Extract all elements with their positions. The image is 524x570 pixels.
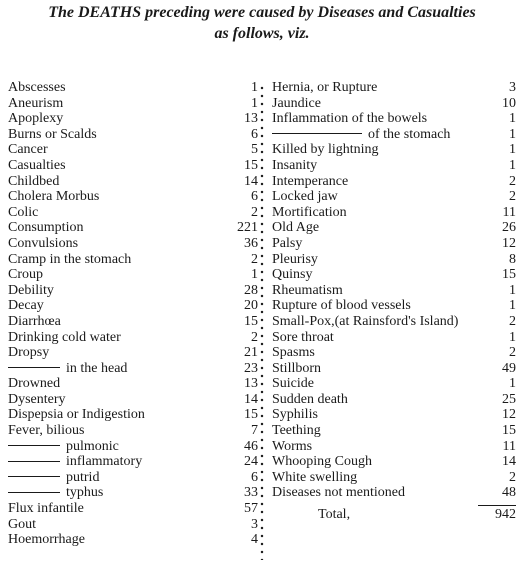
- disease-label: inflammatory: [66, 454, 143, 470]
- list-item: [8, 127, 258, 143]
- disease-label: Abscesses: [8, 80, 66, 95]
- disease-name: [272, 314, 458, 330]
- list-item: [272, 454, 516, 470]
- disease-label: Diseases not mentioned: [272, 485, 405, 501]
- disease-name: [8, 376, 60, 392]
- disease-name: [272, 485, 405, 501]
- disease-name: [272, 127, 450, 143]
- disease-label: Colic: [8, 204, 39, 220]
- disease-label: Whooping Cough: [272, 454, 372, 470]
- list-item: [272, 485, 516, 501]
- death-count: 6: [251, 469, 258, 485]
- list-item: [8, 142, 258, 158]
- death-count: 2: [509, 469, 516, 485]
- disease-label: Fever, bilious: [8, 423, 85, 439]
- disease-label: Cramp in the stomach: [8, 251, 132, 267]
- death-count: 15: [502, 423, 516, 439]
- list-item: [272, 174, 516, 190]
- disease-label: in the head: [66, 360, 128, 376]
- list-item: [272, 96, 516, 112]
- list-item: [272, 127, 516, 143]
- disease-name: [8, 454, 142, 470]
- disease-label: Childbed: [8, 173, 60, 189]
- list-item: [272, 252, 516, 268]
- disease-name: [272, 298, 411, 314]
- list-item: [8, 330, 258, 346]
- disease-name: [272, 96, 321, 112]
- disease-name: [272, 407, 318, 423]
- disease-label: Cancer: [8, 142, 48, 158]
- death-count: 49: [502, 360, 516, 376]
- disease-label: Palsy: [272, 235, 303, 251]
- death-count: 20: [244, 298, 258, 314]
- list-item: [8, 174, 258, 190]
- death-count: 6: [251, 126, 258, 142]
- disease-name: [272, 345, 315, 361]
- death-count: 1: [251, 80, 258, 95]
- disease-name: [272, 80, 377, 96]
- death-count: 11: [502, 204, 516, 220]
- disease-label: Jaundice: [272, 95, 321, 111]
- list-item: [8, 407, 258, 423]
- death-count: 221: [237, 220, 258, 236]
- disease-name: [8, 314, 61, 330]
- list-item: [272, 314, 516, 330]
- disease-label: Hoemorrhage: [8, 532, 85, 548]
- death-count: 21: [244, 345, 258, 361]
- disease-label: Stillborn: [272, 360, 322, 376]
- list-item: [8, 205, 258, 221]
- disease-label: Rupture of blood vessels: [272, 298, 411, 314]
- disease-label: Mortification: [272, 204, 347, 220]
- death-count: 11: [502, 438, 516, 454]
- disease-label: Insanity: [272, 157, 318, 173]
- list-item: [8, 283, 258, 299]
- disease-name: [8, 532, 85, 548]
- list-item: [8, 501, 258, 517]
- table-heading: [0, 2, 524, 44]
- disease-name: [272, 189, 338, 205]
- disease-name: [272, 205, 347, 221]
- disease-label: of the stomach: [368, 126, 451, 142]
- disease-label: pulmonic: [66, 438, 119, 454]
- disease-label: Aneurism: [8, 95, 64, 111]
- death-count: 2: [251, 251, 258, 267]
- death-count: 6: [251, 189, 258, 205]
- death-count: 12: [502, 407, 516, 423]
- death-count: 2: [251, 204, 258, 220]
- heading-line-2: as follows, viz.: [214, 25, 310, 42]
- list-item: [272, 158, 516, 174]
- death-count: 1: [509, 126, 516, 142]
- death-count: 1: [509, 157, 516, 173]
- list-item: [8, 189, 258, 205]
- death-count: 2: [251, 329, 258, 345]
- list-item: [272, 80, 516, 96]
- disease-name: [8, 423, 84, 439]
- disease-name: [272, 330, 334, 346]
- disease-label: Dispepsia or Indigestion: [8, 407, 145, 423]
- disease-label: Apoplexy: [8, 111, 64, 127]
- death-count: 1: [509, 142, 516, 158]
- list-item: [272, 407, 516, 423]
- total-value: 942: [495, 507, 516, 523]
- list-item: [8, 267, 258, 283]
- list-item: [8, 96, 258, 112]
- ditto-dash: [8, 492, 60, 493]
- list-item: [272, 439, 516, 455]
- disease-name: [272, 470, 357, 486]
- disease-label: Dysentery: [8, 391, 66, 407]
- list-item: [8, 485, 258, 501]
- disease-name: [272, 252, 318, 268]
- disease-name: [272, 158, 317, 174]
- disease-label: Spasms: [272, 345, 315, 361]
- disease-label: White swelling: [272, 469, 358, 485]
- list-item: [8, 236, 258, 252]
- disease-name: [8, 220, 83, 236]
- column-separator: [260, 84, 264, 560]
- disease-label: Croup: [8, 267, 43, 283]
- disease-label: Casualties: [8, 157, 66, 173]
- list-item: [8, 345, 258, 361]
- list-item: [8, 454, 258, 470]
- disease-name: [8, 407, 145, 423]
- disease-label: Drowned: [8, 376, 61, 392]
- disease-name: [272, 267, 312, 283]
- disease-name: [8, 439, 119, 455]
- disease-name: [8, 501, 84, 517]
- ditto-dash: [8, 461, 60, 462]
- disease-label: Suicide: [272, 376, 314, 392]
- list-item: [272, 361, 516, 377]
- list-item: [8, 111, 258, 127]
- disease-label: Dropsy: [8, 345, 50, 361]
- disease-name: [8, 80, 66, 96]
- death-count: 13: [244, 111, 258, 127]
- disease-label: Gout: [8, 516, 36, 532]
- list-item: [272, 111, 516, 127]
- list-item: [8, 376, 258, 392]
- list-item: [272, 267, 516, 283]
- death-count: 13: [244, 376, 258, 392]
- death-count: 23: [244, 360, 258, 376]
- disease-label: Consumption: [8, 220, 84, 236]
- disease-label: Quinsy: [272, 267, 313, 283]
- death-count: 46: [244, 438, 258, 454]
- list-item: [8, 470, 258, 486]
- disease-name: [8, 205, 38, 221]
- disease-label: Syphilis: [272, 407, 318, 423]
- death-count: 1: [509, 298, 516, 314]
- disease-name: [8, 485, 103, 501]
- disease-name: [8, 267, 43, 283]
- death-count: 14: [244, 173, 258, 189]
- list-item: [272, 220, 516, 236]
- list-item: [272, 376, 516, 392]
- death-count: 2: [509, 313, 516, 329]
- ditto-dash: [8, 476, 60, 477]
- disease-name: [8, 189, 99, 205]
- death-count: 5: [251, 142, 258, 158]
- death-count: 1: [251, 95, 258, 111]
- heading-line-1: The DEATHS preceding were caused by Diseases and Casualties: [48, 4, 476, 21]
- death-count: 36: [244, 235, 258, 251]
- death-count: 12: [502, 235, 516, 251]
- disease-name: [8, 283, 54, 299]
- death-count: 1: [251, 267, 258, 283]
- death-count: 1: [509, 111, 516, 127]
- death-count: 3: [251, 516, 258, 532]
- disease-name: [272, 220, 319, 236]
- list-item: [272, 423, 516, 439]
- disease-name: [8, 252, 131, 268]
- death-count: 48: [502, 485, 516, 501]
- disease-name: [272, 439, 312, 455]
- disease-name: [8, 392, 66, 408]
- death-count: 2: [509, 189, 516, 205]
- death-count: 15: [502, 267, 516, 283]
- disease-name: [272, 174, 348, 190]
- list-item: [8, 439, 258, 455]
- list-item: [8, 423, 258, 439]
- disease-name: [272, 236, 302, 252]
- disease-label: Small-Pox,(at Rainsford's Island): [272, 313, 459, 329]
- disease-name: [8, 111, 63, 127]
- disease-name: [8, 96, 63, 112]
- disease-label: Hernia, or Rupture: [272, 80, 378, 95]
- death-count: 15: [244, 313, 258, 329]
- list-item: [272, 283, 516, 299]
- disease-label: putrid: [66, 469, 100, 485]
- disease-label: Diarrhœa: [8, 313, 61, 329]
- disease-label: typhus: [66, 485, 104, 501]
- list-item: [272, 345, 516, 361]
- total-label: Total,: [318, 507, 351, 523]
- left-column: [8, 80, 258, 548]
- death-count: 24: [244, 454, 258, 470]
- disease-label: Flux infantile: [8, 501, 84, 517]
- disease-label: Decay: [8, 298, 44, 314]
- death-count: 1: [509, 329, 516, 345]
- list-item: [8, 252, 258, 268]
- disease-name: [8, 158, 66, 174]
- disease-label: Pleurisy: [272, 251, 318, 267]
- disease-label: Burns or Scalds: [8, 126, 97, 142]
- list-item: [272, 330, 516, 346]
- death-count: 15: [244, 157, 258, 173]
- death-count: 2: [509, 173, 516, 189]
- ditto-dash: [272, 133, 362, 134]
- ditto-dash: [8, 367, 60, 368]
- list-item: [272, 189, 516, 205]
- list-item: [8, 532, 258, 548]
- list-item: [272, 470, 516, 486]
- disease-name: [272, 283, 343, 299]
- death-count: 2: [509, 345, 516, 361]
- ditto-dash: [8, 445, 60, 446]
- death-count: 25: [502, 391, 516, 407]
- list-item: [8, 158, 258, 174]
- disease-name: [8, 517, 36, 533]
- disease-label: Sore throat: [272, 329, 334, 345]
- disease-name: [8, 142, 48, 158]
- disease-label: Inflammation of the bowels: [272, 111, 428, 127]
- death-count: 4: [251, 532, 258, 548]
- disease-label: Teething: [272, 423, 321, 439]
- disease-label: Old Age: [272, 220, 320, 236]
- disease-label: Killed by lightning: [272, 142, 379, 158]
- death-count: 14: [244, 391, 258, 407]
- list-item: [272, 392, 516, 408]
- disease-name: [8, 127, 97, 143]
- list-item: [272, 205, 516, 221]
- disease-label: Locked jaw: [272, 189, 338, 205]
- disease-label: Cholera Morbus: [8, 189, 100, 205]
- total-rule: [478, 505, 516, 506]
- list-item: [272, 142, 516, 158]
- death-count: 26: [502, 220, 516, 236]
- disease-name: [272, 454, 372, 470]
- list-item: [8, 361, 258, 377]
- disease-label: Intemperance: [272, 173, 349, 189]
- disease-name: [8, 330, 121, 346]
- disease-name: [272, 392, 348, 408]
- disease-name: [8, 345, 49, 361]
- disease-label: Sudden death: [272, 391, 348, 407]
- list-item: [8, 298, 258, 314]
- list-item: [8, 220, 258, 236]
- death-count: 8: [509, 251, 516, 267]
- disease-name: [8, 174, 59, 190]
- disease-label: Rheumatism: [272, 282, 343, 298]
- death-count: 15: [244, 407, 258, 423]
- disease-name: [272, 423, 321, 439]
- death-count: 10: [502, 95, 516, 111]
- disease-name: [8, 361, 127, 377]
- list-item: [272, 236, 516, 252]
- death-count: 7: [251, 423, 258, 439]
- disease-label: Debility: [8, 282, 54, 298]
- death-count: 14: [502, 454, 516, 470]
- list-item: [8, 392, 258, 408]
- disease-label: Worms: [272, 438, 313, 454]
- disease-name: [8, 470, 99, 486]
- list-item: [272, 298, 516, 314]
- disease-name: [272, 111, 427, 127]
- disease-name: [272, 361, 321, 377]
- list-item: [8, 517, 258, 533]
- list-item: [8, 314, 258, 330]
- disease-label: Drinking cold water: [8, 329, 121, 345]
- death-count: 57: [244, 501, 258, 517]
- disease-label: Convulsions: [8, 235, 79, 251]
- list-item: [8, 80, 258, 96]
- disease-name: [8, 298, 44, 314]
- right-column: [272, 80, 516, 523]
- death-count: 1: [509, 282, 516, 298]
- disease-name: [272, 376, 314, 392]
- disease-name: [8, 236, 78, 252]
- total-row: [272, 507, 516, 523]
- death-count: 3: [509, 80, 516, 95]
- disease-name: [272, 142, 379, 158]
- death-count: 1: [509, 376, 516, 392]
- death-count: 28: [244, 282, 258, 298]
- death-count: 33: [244, 485, 258, 501]
